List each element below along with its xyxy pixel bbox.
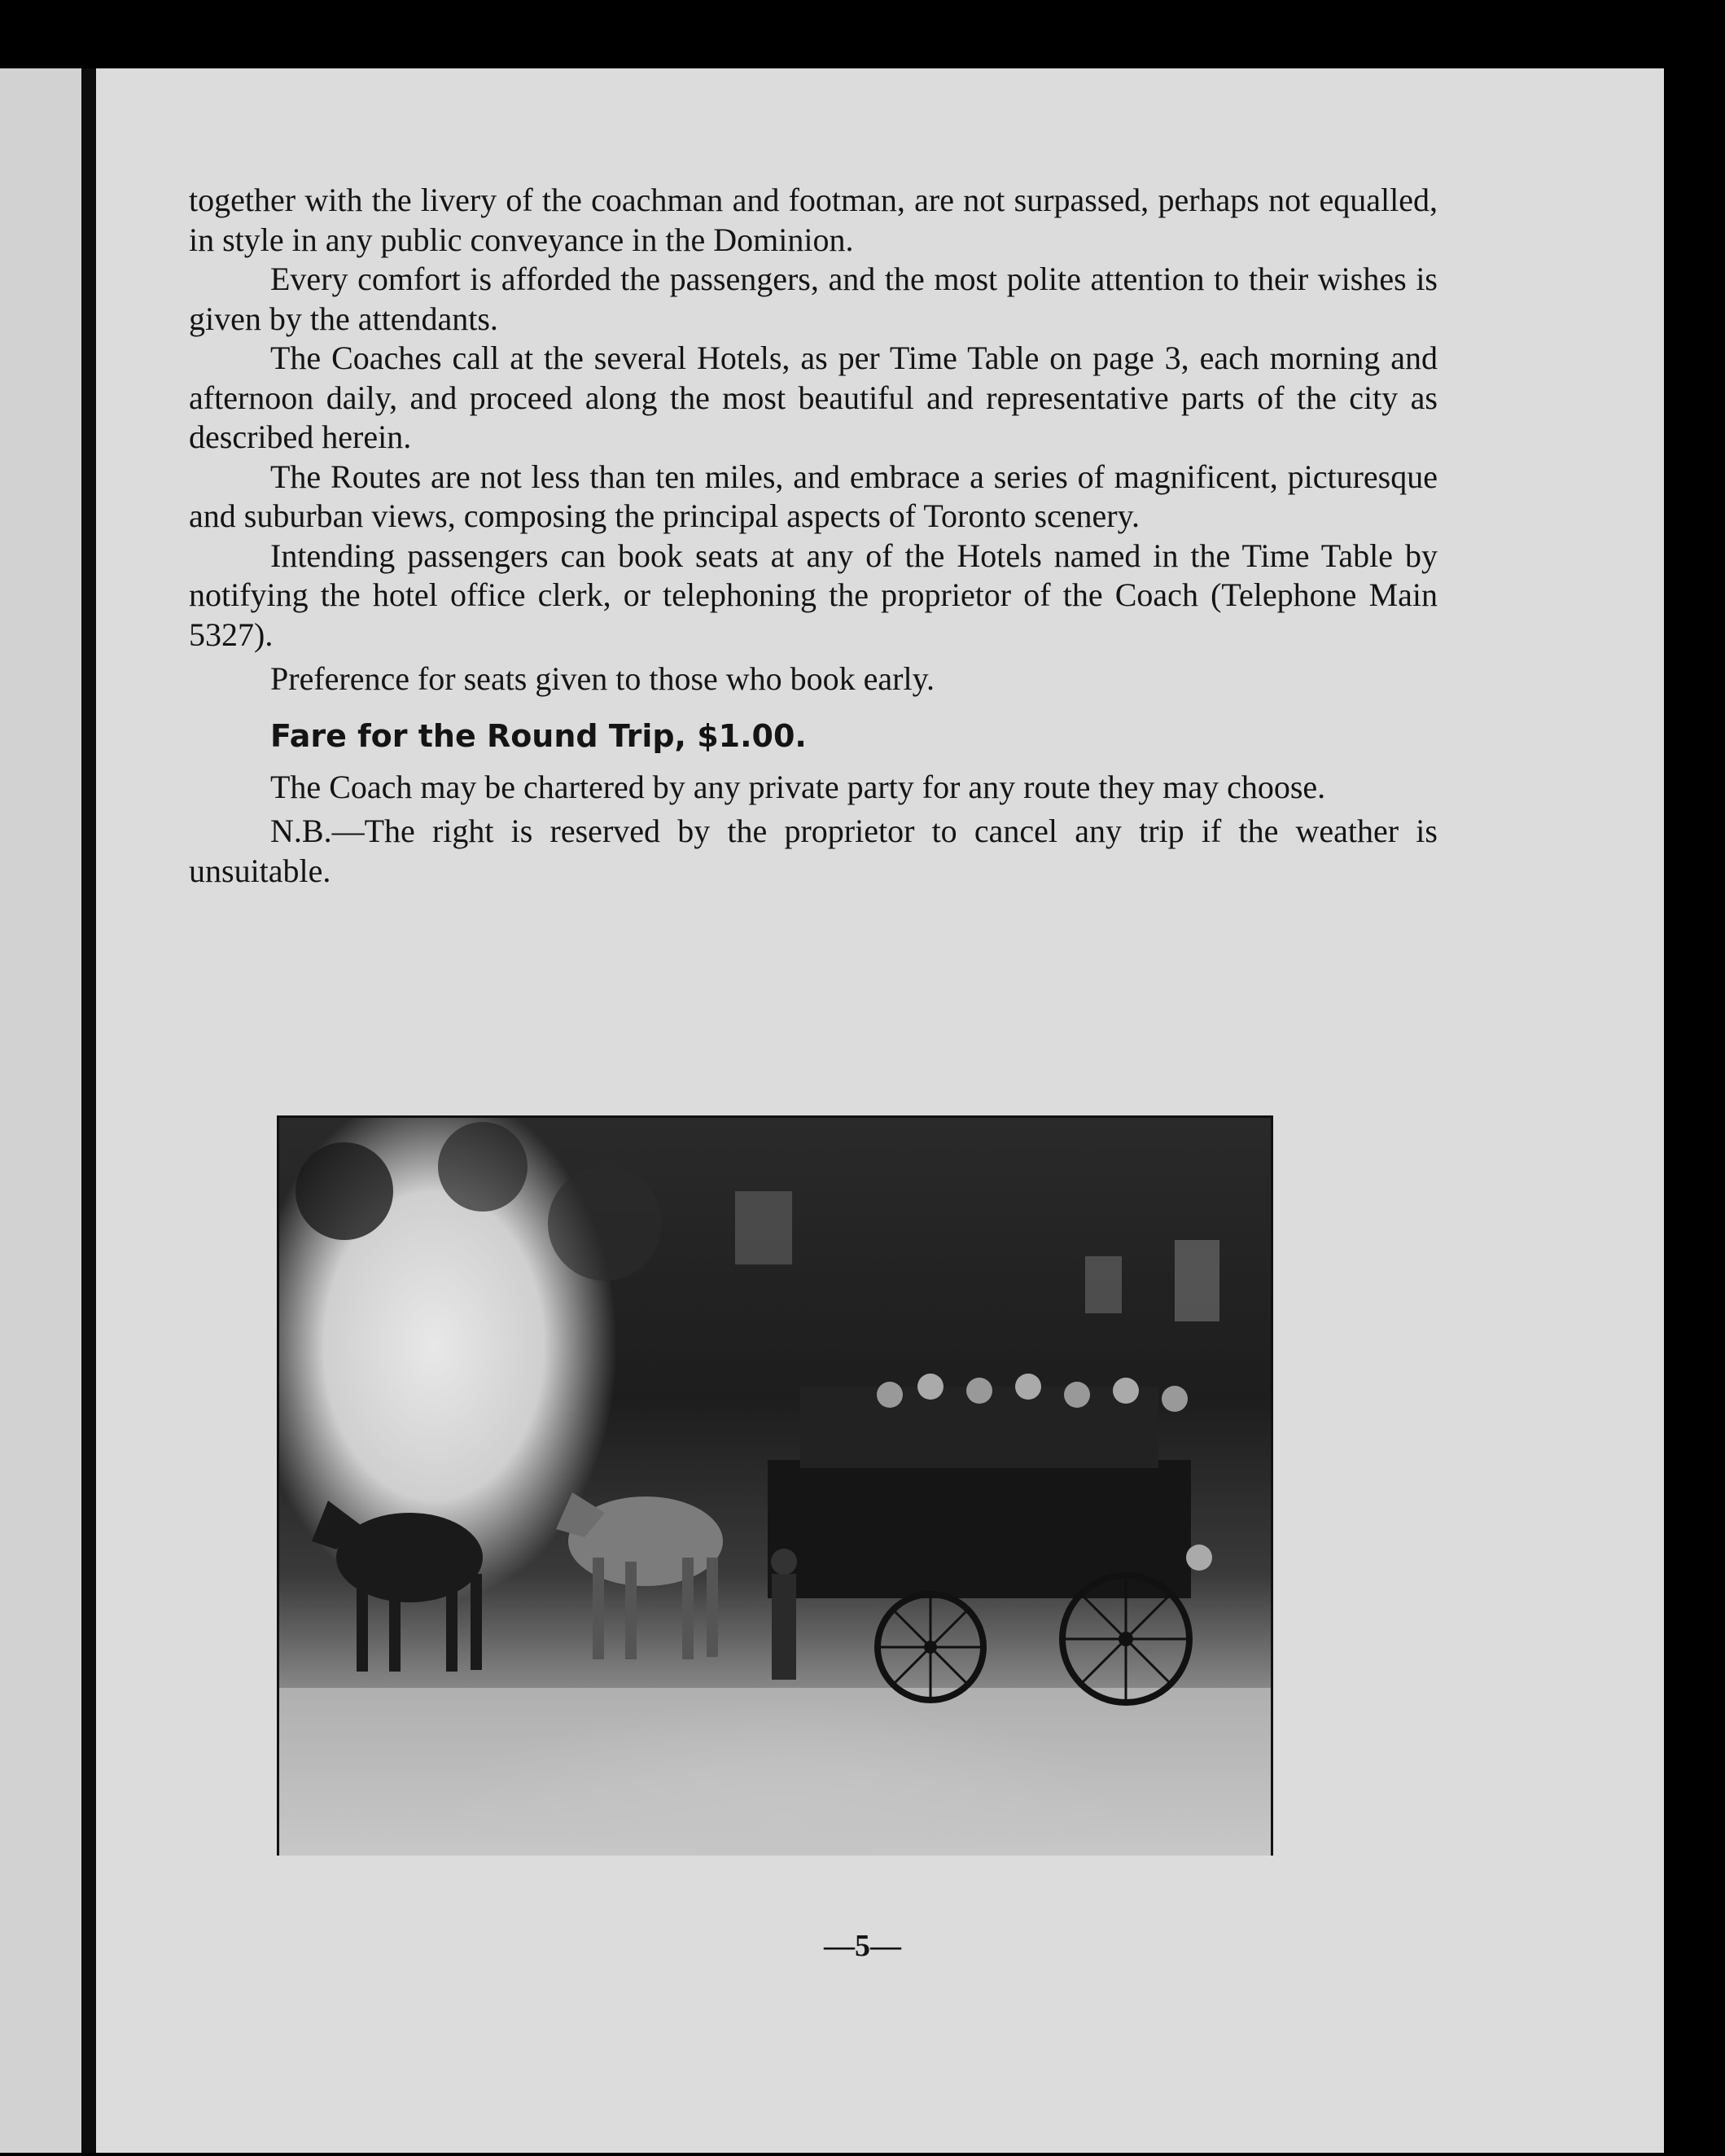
paragraph-comfort: Every comfort is afforded the passengers, and the most polite attention to their wishes is given by the attendants. (189, 261, 1438, 337)
paragraph-hotels: The Coaches call at the several Hotels, as per Time Table on page 3, each morning and afternoon daily, and proceed along the most beautiful and representative parts of the city as described herein. (189, 340, 1438, 455)
facing-page-edge (0, 68, 81, 2153)
page-number: —5— (824, 1929, 901, 1963)
paragraph-charter: The Coach may be chartered by any private party for any route they may choose. (270, 768, 1326, 805)
book-gutter (81, 68, 96, 2153)
paragraph-booking: Intending passengers can book seats at any of the Hotels named in the Time Table by notifying the hotel office clerk, or telephoning the proprietor of the Coach (Telephone Main 5327). (189, 537, 1438, 653)
paragraph-preference: Preference for seats given to those who book early. (270, 660, 935, 697)
coach-photo-illustration (279, 1118, 1271, 1856)
paragraph-nb: N.B.—The right is reserved by the proprietor to cancel any trip if the weather is unsuitable. (189, 813, 1438, 889)
paragraph-livery: together with the livery of the coachman and footman, are not surpassed, perhaps not equalled, in style in any public conveyance in the Dominion. (189, 182, 1438, 258)
body-text (189, 181, 1438, 891)
coach-photograph (277, 1115, 1273, 1856)
fare-heading: Fare for the Round Trip, $1.00. (270, 717, 807, 754)
paragraph-routes: The Routes are not less than ten miles, and embrace a series of magnificent, picturesque and suburban views, composing the principal aspects of Toronto scenery. (189, 458, 1438, 534)
